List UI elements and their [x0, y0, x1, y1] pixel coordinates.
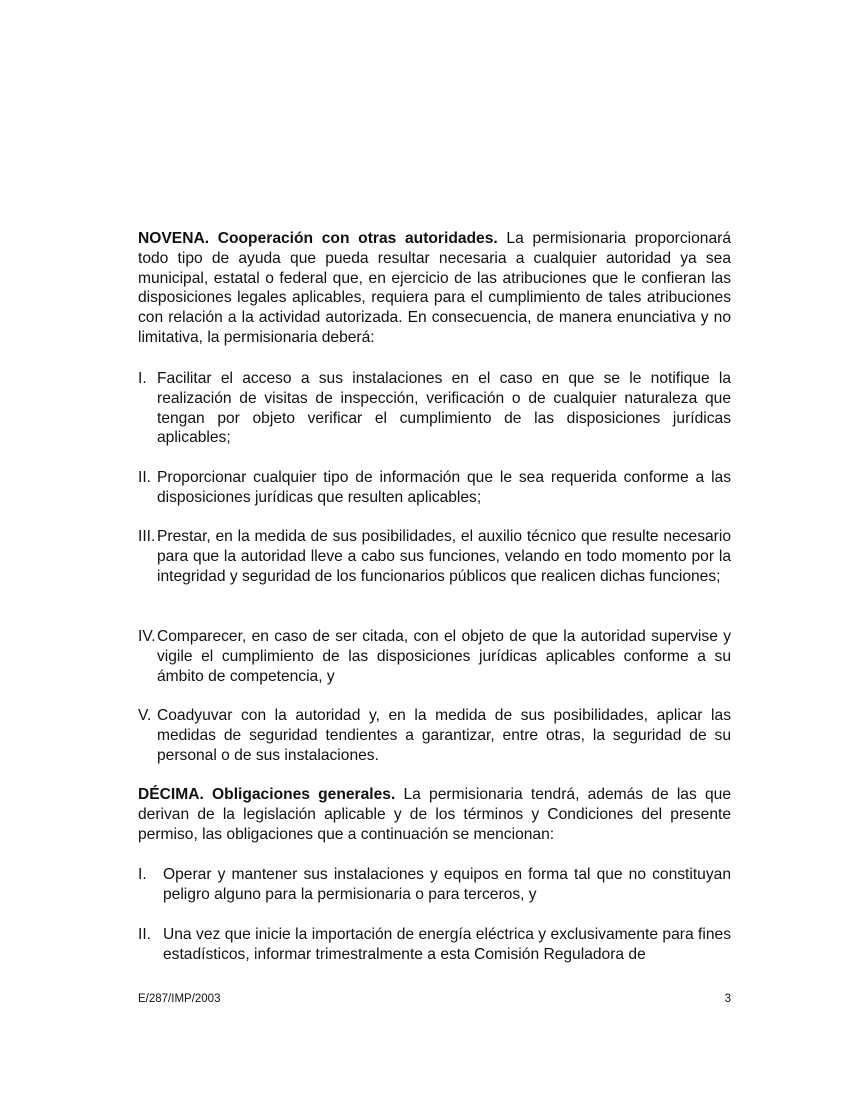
novena-paragraph — [138, 229, 731, 348]
decima-heading: DÉCIMA. Obligaciones generales. — [138, 786, 396, 803]
item-number: IV. — [138, 628, 156, 645]
item-text: Coadyuvar con la autoridad y, en la medida de sus posibilidades, aplicar las medidas de seguridad tendientes a garantizar, entre otras, la seguridad de su personal o de sus instalaciones. — [157, 707, 731, 764]
novena-item-3 — [138, 527, 731, 586]
novena-item-4 — [138, 627, 731, 686]
item-text: Proporcionar cualquier tipo de información que le sea requerida conforme a las disposiciones jurídicas que resulten aplicables; — [157, 469, 731, 506]
item-number: V. — [138, 707, 152, 724]
novena-item-1 — [138, 369, 731, 448]
item-text: Una vez que inicie la importación de energía eléctrica y exclusivamente para fines estadísticos, informar trimestralmente a esta Comisión Reguladora de — [163, 926, 731, 963]
item-number: II. — [138, 469, 151, 486]
novena-item-5 — [138, 706, 731, 765]
document-code: E/287/IMP/2003 — [138, 993, 221, 1005]
page-number: 3 — [724, 993, 731, 1005]
decima-paragraph — [138, 785, 731, 844]
novena-heading: NOVENA. Cooperación con otras autoridades. — [138, 230, 498, 247]
item-text: Operar y mantener sus instalaciones y equipos en forma tal que no constituyan peligro alguno para la permisionaria o para terceros, y — [163, 866, 731, 903]
item-text: Comparecer, en caso de ser citada, con el objeto de que la autoridad supervise y vigile el cumplimiento de las disposiciones jurídicas aplicables conforme a su ámbito de competencia, y — [157, 628, 731, 685]
novena-body: La permisionaria proporcionará todo tipo de ayuda que pueda resultar necesaria a cualquier autoridad ya sea municipal, estatal o federal que, en ejercicio de las atribuciones que le confieran las disposiciones legales aplicables, requiera para el cumplimiento de tales atribuciones con relación a la actividad autorizada. En consecuencia, de manera enunciativa y no limitativa, la permisionaria deberá: — [138, 230, 731, 346]
decima-item-1 — [138, 865, 731, 905]
novena-item-2 — [138, 468, 731, 508]
decima-body: La permisionaria tendrá, además de las que derivan de la legislación aplicable y de los términos y Condiciones del presente permiso, las obligaciones que a continuación se mencionan: — [138, 786, 731, 843]
decima-item-2 — [138, 925, 731, 965]
item-number: III. — [138, 528, 156, 545]
item-text: Prestar, en la medida de sus posibilidades, el auxilio técnico que resulte necesario para que la autoridad lleve a cabo sus funciones, velando en todo momento por la integridad y seguridad de los funcionarios públicos que realicen dichas funciones; — [157, 528, 731, 585]
item-number: II. — [138, 926, 151, 943]
item-number: I. — [138, 370, 147, 387]
item-text: Facilitar el acceso a sus instalaciones en el caso en que se le notifique la realización de visitas de inspección, verificación o de cualquier naturaleza que tengan por objeto verificar el cumplimiento de las disposiciones jurídicas aplicables; — [157, 370, 731, 447]
item-number: I. — [138, 866, 147, 883]
